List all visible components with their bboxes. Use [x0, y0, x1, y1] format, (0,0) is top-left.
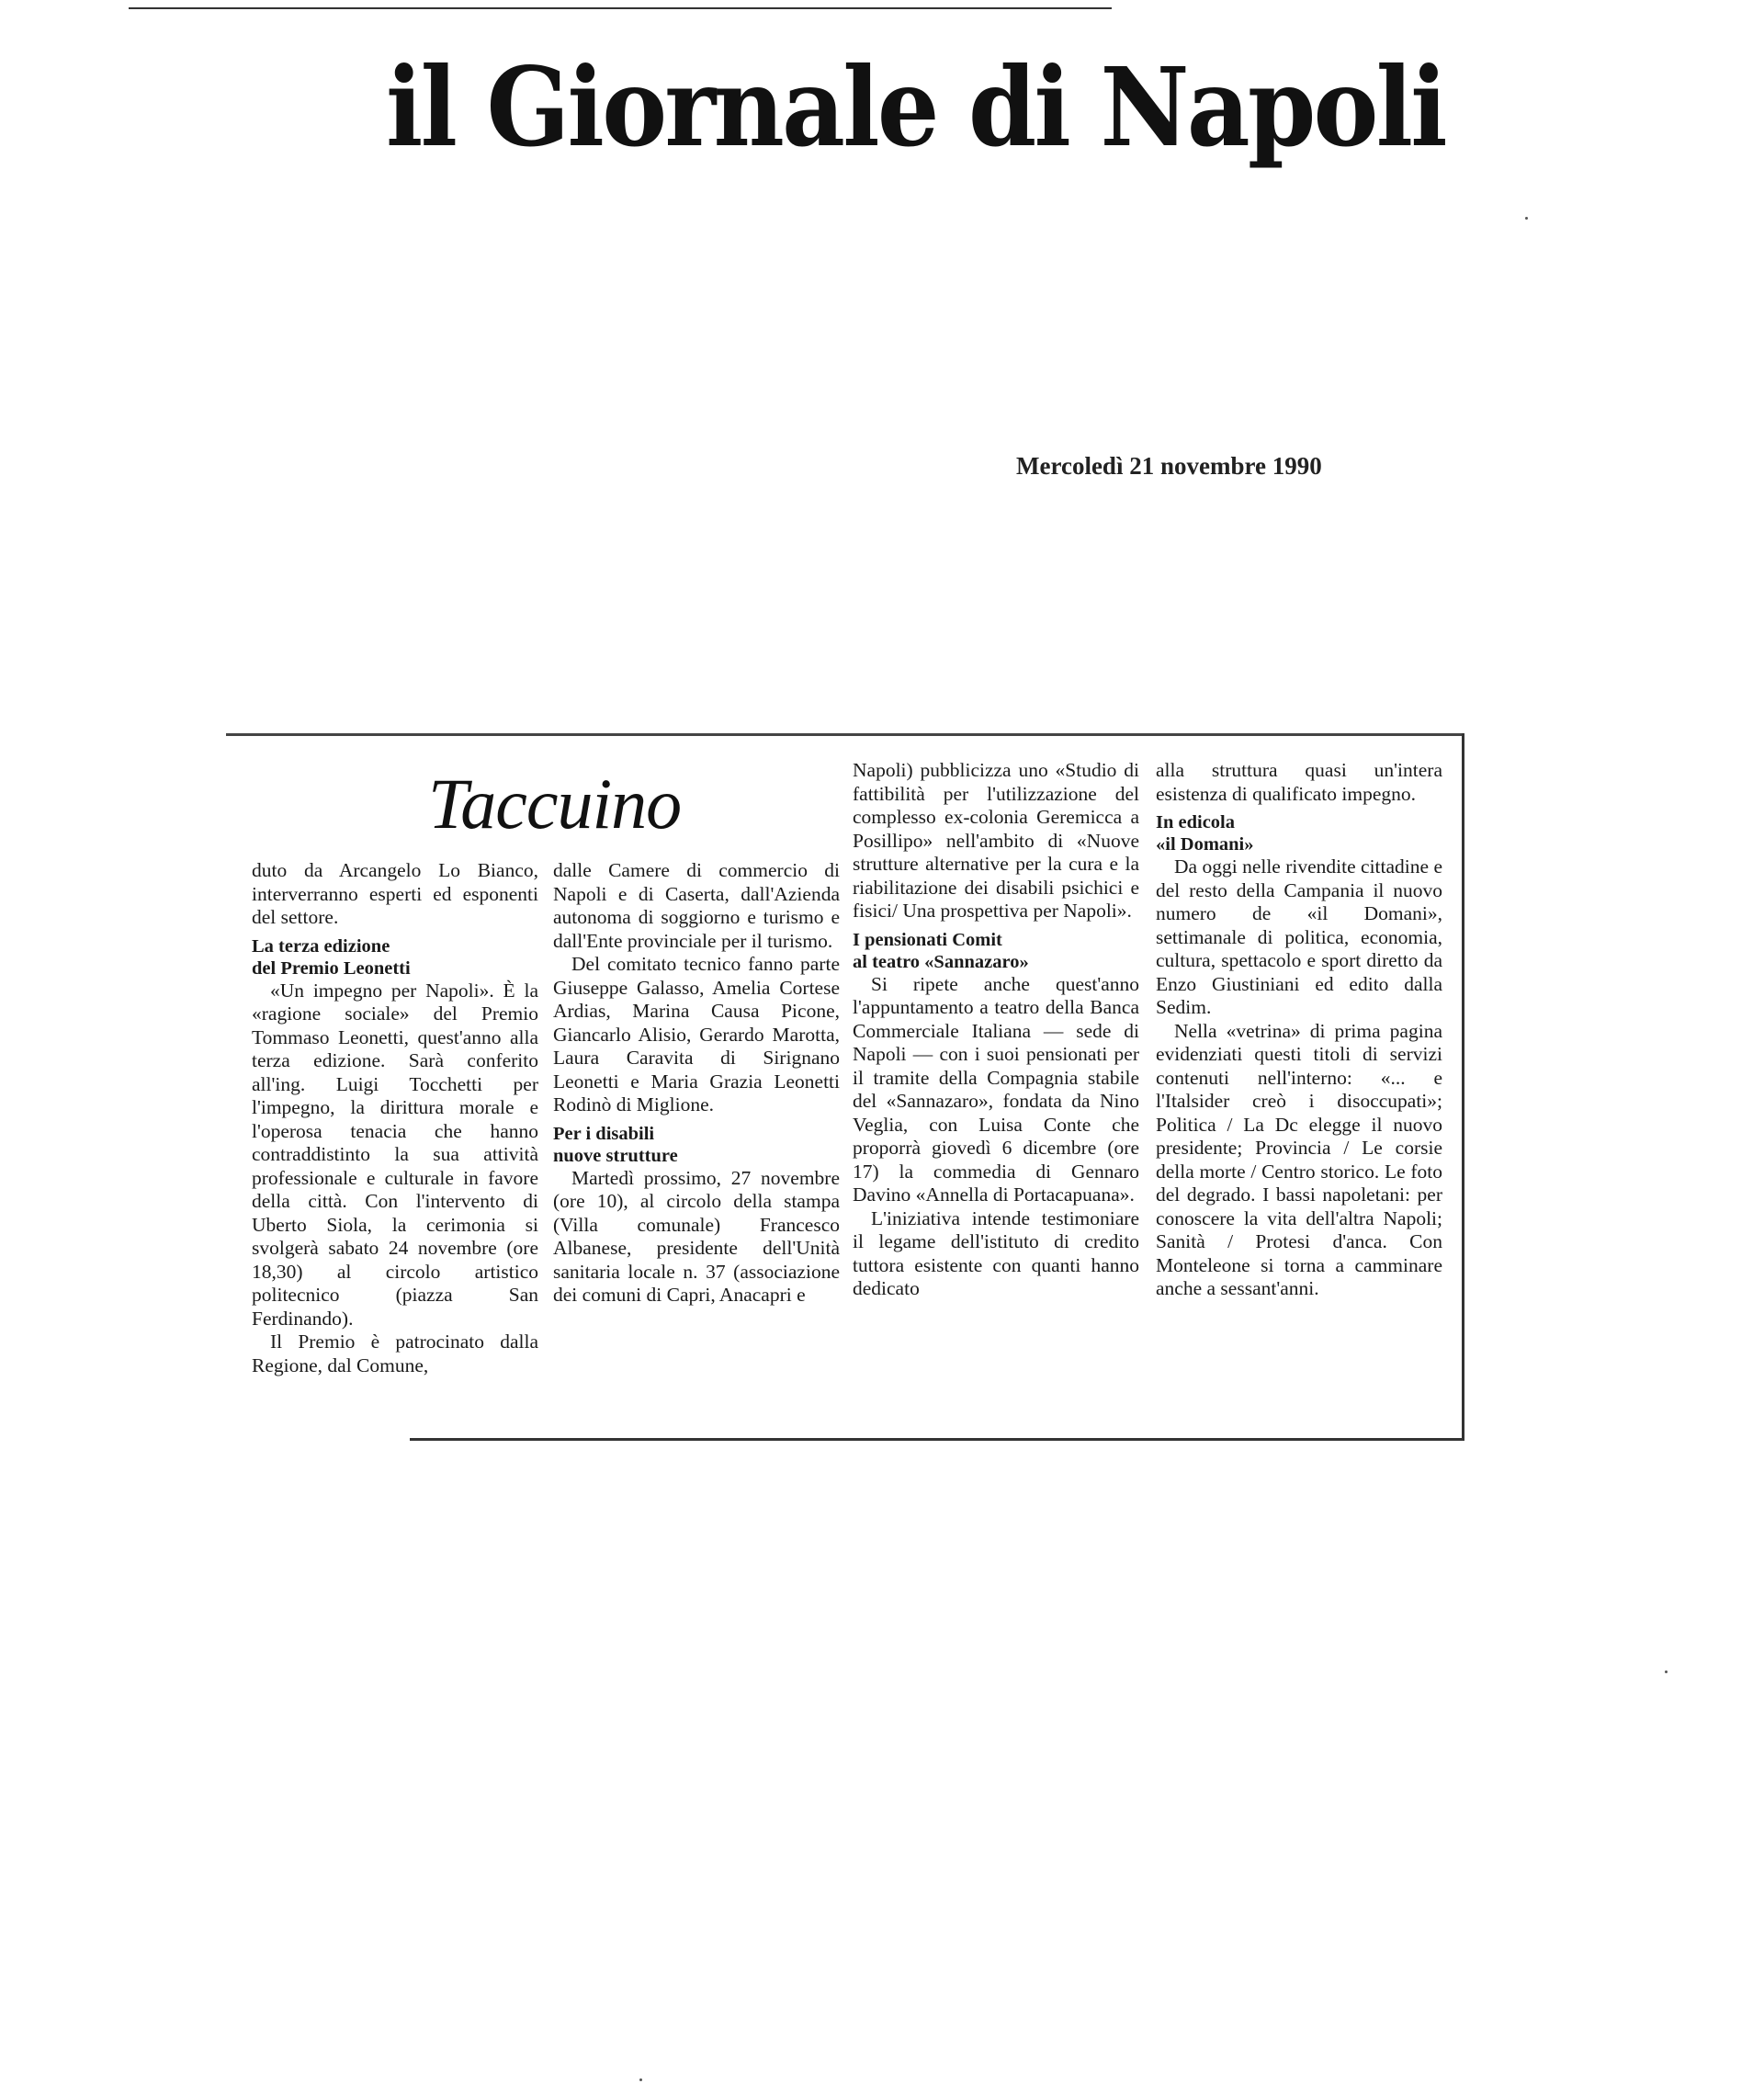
subheading	[1156, 811, 1442, 855]
print-speck	[639, 2078, 642, 2081]
print-speck	[1525, 217, 1528, 220]
paragraph: «Un impegno per Napoli». È la «ragione sociale» del Premio Tommaso Leonetti, quest'anno alla terza edizione. Sarà conferito all'ing. Luigi Tocchetti per l'impegno, la dirittura morale e l'operosa tenacia che hanno contraddistinto la sua attività professionale e culturale in favore della città. Con l'intervento di Uberto Siola, la cerimonia si svolgerà sabato 24 novembre (ore 18,30) al circolo artistico politecnico (piazza San Ferdinando).	[252, 979, 538, 1330]
clip-top-rule	[226, 733, 1464, 736]
subheading	[853, 929, 1139, 973]
subheading-line: Per i disabili	[553, 1123, 655, 1144]
clip-right-rule	[1462, 733, 1464, 1441]
subheading-line: La terza edizione	[252, 935, 390, 957]
column-3	[853, 759, 1139, 1301]
subheading	[252, 935, 538, 980]
paragraph: Da oggi nelle rivendite cittadine e del resto della Campania il nuovo numero de «il Domani», settimanale di politica, economia, cultura, spettacolo e sport diretto da Enzo Giustiniani ed edito dalla Sedim.	[1156, 855, 1442, 1018]
paragraph: alla struttura quasi un'intera esistenza di qualificato impegno.	[1156, 759, 1442, 805]
paragraph: Si ripete anche quest'anno l'appuntamento a teatro della Banca Commerciale Italiana — sede di Napoli — con i suoi pensionati per il tramite della Compagnia stabile del «Sannazaro», fondata da Nino Veglia, con Luisa Conte che proporrà giovedì 6 dicembre (ore 17) la commedia di Gennaro Davino «Annella di Portacapuana».	[853, 972, 1139, 1206]
column-1	[252, 859, 538, 1377]
subheading-line: nuove strutture	[553, 1145, 678, 1166]
subheading-line: In edicola	[1156, 812, 1235, 832]
subheading-line: I pensionati Comit	[853, 929, 1002, 950]
print-speck	[1665, 1670, 1668, 1673]
column-2	[553, 859, 840, 1308]
paragraph: Napoli) pubblicizza uno «Studio di fattibilità per l'utilizzazione del complesso ex-colonia Geremicca a Posillipo» nell'ambito di «Nuove strutture alternative per la cura e la riabilitazione dei disabili psichici e fisici/ Una prospettiva per Napoli».	[853, 759, 1139, 922]
paragraph: Martedì prossimo, 27 novembre (ore 10), al circolo della stampa (Villa comunale) Francesco Albanese, presidente dell'Unità sanitaria locale n. 37 (associazione dei comuni di Capri, Anacapri e	[553, 1166, 840, 1306]
dateline: Mercoledì 21 novembre 1990	[1016, 452, 1322, 480]
clip-bottom-rule	[410, 1438, 1464, 1441]
subheading-line: «il Domani»	[1156, 834, 1254, 855]
paragraph: Nella «vetrina» di prima pagina evidenziati questi titoli di servizi contenuti nell'interno: «... e l'Italsider creò i disoccupati»; Politica / La Dc elegge il nuovo presidente; Provincia / Le corsie della morte / Centro storico. Le foto del degrado. I bassi napoletani: per conoscere la vita dell'altra Napoli; Sanità / Protesi d'anca. Con Monteleone si torna a camminare anche a sessant'anni.	[1156, 1019, 1442, 1299]
paragraph: dalle Camere di commercio di Napoli e di Caserta, dall'Azienda autonoma di soggiorno e turismo e dall'Ente provinciale per il turismo.	[553, 859, 840, 952]
top-rule	[129, 7, 1112, 9]
subheading-line: del Premio Leonetti	[252, 957, 411, 979]
paragraph: Del comitato tecnico fanno parte Giuseppe Galasso, Amelia Cortese Ardias, Marina Causa Picone, Giancarlo Alisio, Gerardo Marotta, Laura Caravita di Sirignano Leonetti e Maria Grazia Leonetti Rodinò di Miglione.	[553, 953, 840, 1115]
masthead: il Giornale di Napoli	[386, 43, 1445, 171]
paragraph: Il Premio è patrocinato dalla Regione, dal Comune,	[252, 1331, 538, 1376]
clipping	[226, 733, 1464, 1441]
paragraph: duto da Arcangelo Lo Bianco, interverranno esperti ed esponenti del settore.	[252, 859, 538, 928]
subheading	[553, 1123, 840, 1167]
section-title: Taccuino	[428, 764, 682, 844]
column-4	[1156, 759, 1442, 1301]
paragraph: L'iniziativa intende testimoniare il legame dell'istituto di credito tuttora esistente con quanti hanno dedicato	[853, 1206, 1139, 1299]
subheading-line: al teatro «Sannazaro»	[853, 951, 1029, 972]
